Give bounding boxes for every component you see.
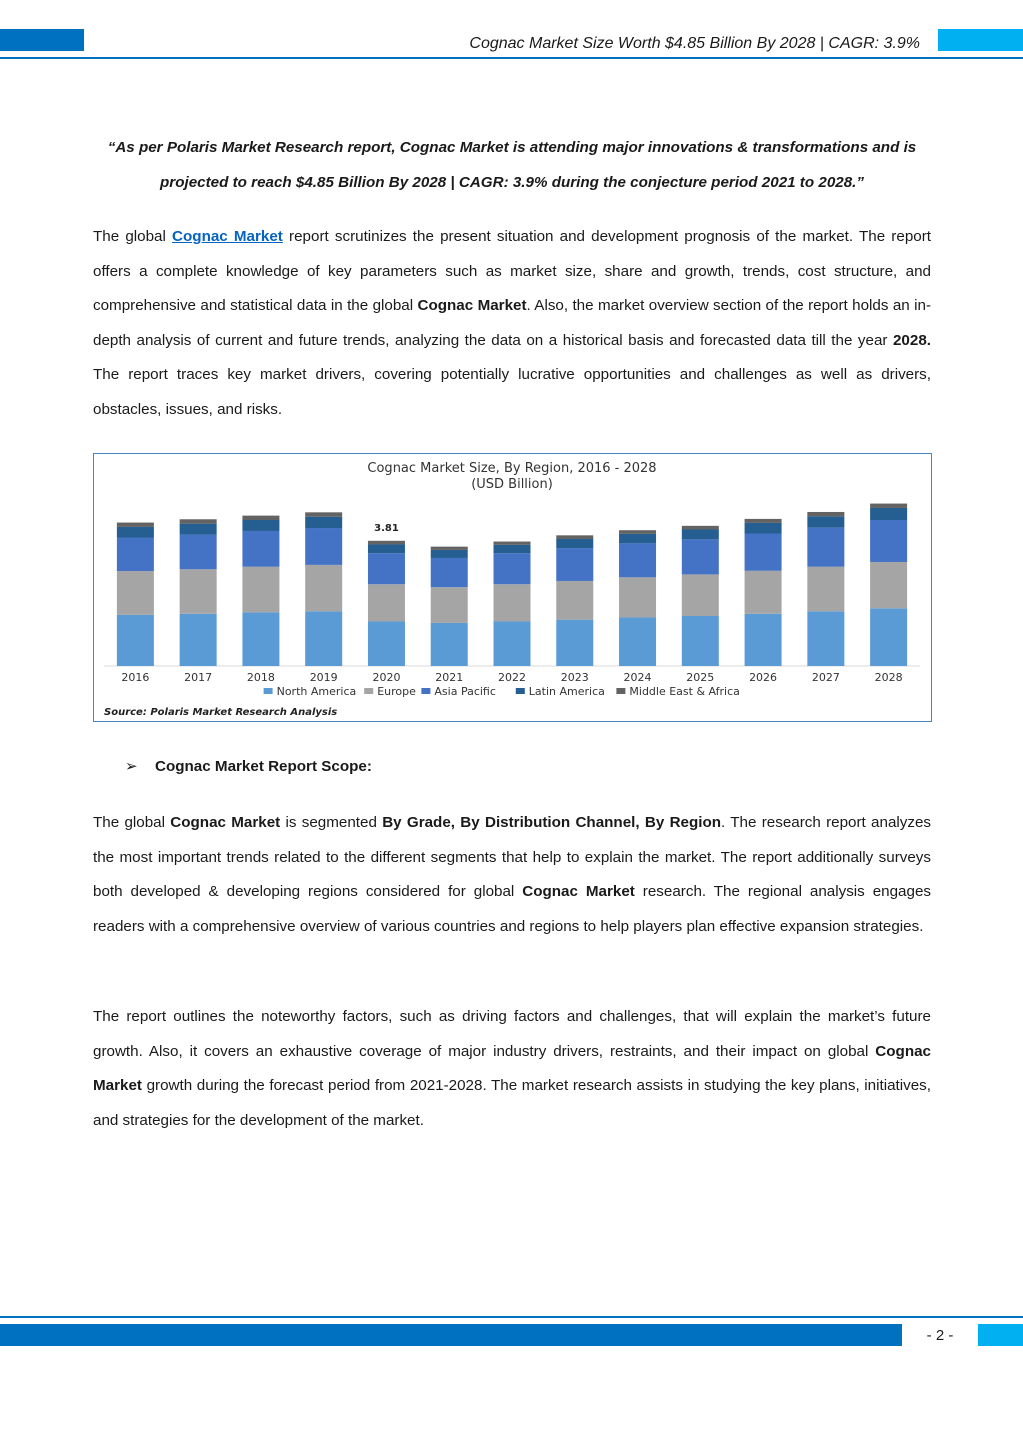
bar-2023-2 — [556, 548, 593, 581]
page-number: - 2 - — [926, 1327, 954, 1344]
bar-2019-4 — [305, 512, 342, 516]
intro-bold-year: 2028. — [892, 331, 931, 349]
footer-accent-right — [978, 1324, 1023, 1346]
legend-swatch-4 — [616, 688, 625, 694]
bar-2027-1 — [807, 567, 844, 612]
x-tick-label-2028: 2028 — [874, 671, 903, 684]
bar-2017-0 — [180, 614, 217, 666]
scope-bold-segments: By Grade, By Distribution Channel, By Region — [382, 814, 722, 831]
arrow-bullet-icon: ➢ — [125, 758, 138, 775]
bar-2028-1 — [870, 562, 907, 608]
header-accent-right — [938, 29, 1023, 51]
footer-band — [0, 1324, 902, 1346]
footer-rule — [0, 1316, 1023, 1318]
bar-2023-0 — [556, 620, 593, 666]
bar-2025-0 — [682, 616, 719, 666]
data-label-2020: 3.81 — [374, 522, 399, 534]
scope-text-b: . The research report analyzes the most important trends related to the different segments that help to explain the market. The report additionally surveys both developed & developing regions considered for global — [93, 814, 931, 901]
bar-2018-2 — [242, 531, 279, 567]
market-size-chart — [93, 453, 932, 722]
bar-2026-4 — [745, 519, 782, 523]
x-tick-label-2022: 2022 — [498, 671, 526, 684]
bar-2018-1 — [242, 567, 279, 613]
bar-2025-3 — [682, 529, 719, 539]
legend-swatch-1 — [364, 688, 373, 694]
bar-2028-4 — [870, 504, 907, 508]
bar-2027-2 — [807, 528, 844, 567]
bar-2022-4 — [494, 542, 531, 545]
legend-swatch-3 — [516, 688, 525, 694]
bar-2027-4 — [807, 512, 844, 516]
bar-2027-3 — [807, 516, 844, 527]
bar-2019-1 — [305, 565, 342, 611]
scope-heading-text: Cognac Market Report Scope: — [155, 758, 372, 775]
x-tick-label-2019: 2019 — [309, 671, 338, 684]
legend-swatch-0 — [264, 688, 273, 694]
intro-text-b: . Also, the market overview section of the report holds an in-depth analysis of current and future trends, analyzing the data on a historical basis and forecasted data till the year — [93, 297, 932, 349]
bar-2026-2 — [745, 534, 782, 571]
legend-swatch-2 — [421, 688, 430, 694]
scope-heading — [125, 757, 372, 775]
scope-text-c: research. The regional analysis engages readers with a comprehensive overview of various countries and regions to help players plan effective expansion strategies. — [93, 883, 931, 935]
bar-2028-0 — [870, 608, 907, 666]
bar-2022-2 — [494, 553, 531, 584]
bar-2023-3 — [556, 539, 593, 548]
scope-paragraph-1 — [93, 806, 931, 944]
cognac-market-link[interactable]: Cognac Market — [172, 228, 283, 245]
legend-label-0: North America — [276, 685, 357, 698]
bar-2021-1 — [431, 587, 468, 623]
bar-2022-3 — [494, 545, 531, 553]
intro-paragraph — [93, 220, 931, 428]
bar-2016-4 — [117, 523, 154, 527]
x-tick-label-2025: 2025 — [686, 671, 715, 684]
bar-2018-3 — [242, 520, 279, 531]
legend-label-2: Asia Pacific — [434, 685, 496, 698]
bar-2023-4 — [556, 535, 593, 539]
bar-2021-3 — [431, 550, 468, 558]
chart-svg — [94, 454, 930, 720]
bar-2017-3 — [180, 524, 217, 535]
scope-bold-market: Cognac Market — [170, 814, 281, 831]
x-tick-label-2023: 2023 — [560, 671, 589, 684]
scope-bold-market-2: Cognac Market — [522, 883, 635, 901]
intro-text-a: report scrutinizes the present situation and development prognosis of the market. The report offers a complete knowledge of key parameters such as market size, share and growth, trends, cost structure, and comprehensive and statistical data in the global — [93, 228, 931, 315]
bar-2016-1 — [117, 571, 154, 615]
bar-2025-1 — [682, 574, 719, 616]
bar-2016-0 — [117, 615, 154, 666]
bar-2026-0 — [745, 614, 782, 666]
bar-2018-4 — [242, 516, 279, 520]
chart-title: Cognac Market Size, By Region, 2016 - 2028 — [367, 461, 657, 476]
bar-2019-3 — [305, 517, 342, 528]
bar-2025-4 — [682, 526, 719, 530]
intro-text-start: The global — [93, 228, 173, 245]
bar-2028-2 — [870, 520, 907, 562]
x-tick-label-2026: 2026 — [749, 671, 778, 684]
bar-2021-0 — [431, 623, 468, 666]
bar-2027-0 — [807, 611, 844, 666]
x-tick-label-2021: 2021 — [435, 671, 464, 684]
bar-2019-2 — [305, 528, 342, 565]
bar-2020-0 — [368, 621, 405, 666]
intro-quote: “As per Polaris Market Research report, Cognac Market is attending major innovations & transformations and is projected to reach $4.85 Billion By 2028 | CAGR: 3.9% during the conjecture period 2021 to 2028.” — [107, 139, 917, 191]
header-title: Cognac Market Size Worth $4.85 Billion By 2028 | CAGR: 3.9% — [469, 35, 920, 52]
bar-2028-3 — [870, 508, 907, 520]
bar-2023-1 — [556, 581, 593, 620]
bar-2024-0 — [619, 617, 656, 666]
bar-2021-2 — [431, 558, 468, 587]
bar-2020-1 — [368, 584, 405, 621]
x-tick-label-2024: 2024 — [623, 671, 652, 684]
bar-2022-1 — [494, 584, 531, 621]
scope-paragraph-2 — [93, 1000, 931, 1138]
bar-2017-2 — [180, 535, 217, 570]
legend-label-3: Latin America — [528, 685, 605, 698]
intro-text-c: The report traces key market drivers, covering potentially lucrative opportunities and challenges as well as drivers, obstacles, issues, and risks. — [93, 366, 931, 418]
bar-2020-2 — [368, 553, 405, 584]
bar-2020-3 — [368, 544, 405, 553]
scope-p3-start: The report outlines the noteworthy factors, such as driving factors and challenges, that will explain the market’s future growth. Also, it covers an exhaustive coverage of major industry drivers, restraints, and their impact on global — [93, 1008, 931, 1060]
bar-2024-2 — [619, 543, 656, 577]
scope-text-a: is segmented — [280, 814, 383, 831]
bar-2026-1 — [745, 571, 782, 614]
header-accent-left — [0, 29, 84, 51]
bar-2025-2 — [682, 539, 719, 574]
chart-subtitle: (USD Billion) — [471, 477, 553, 492]
x-tick-label-2018: 2018 — [246, 671, 275, 684]
scope-bold-market-3: Cognac Market — [93, 1042, 931, 1095]
bar-2017-1 — [180, 569, 217, 614]
bar-2016-2 — [117, 538, 154, 572]
scope-p3-b: growth during the forecast period from 2021-2028. The market research assists in studying the key plans, initiatives, and strategies for the development of the market. — [93, 1077, 931, 1129]
legend-label-1: Europe — [377, 685, 416, 698]
bar-2021-4 — [431, 547, 468, 550]
x-tick-label-2016: 2016 — [121, 671, 150, 684]
x-tick-label-2017: 2017 — [184, 671, 213, 684]
bar-2019-0 — [305, 611, 342, 666]
bar-2024-1 — [619, 577, 656, 617]
bar-2018-0 — [242, 612, 279, 666]
legend-label-4: Middle East & Africa — [629, 685, 740, 698]
x-tick-label-2027: 2027 — [811, 671, 840, 684]
bar-2024-3 — [619, 534, 656, 543]
bar-2024-4 — [619, 530, 656, 534]
header-rule — [0, 57, 1023, 59]
bar-2022-0 — [494, 621, 531, 666]
bar-2026-3 — [745, 523, 782, 534]
scope-text-start: The global — [93, 814, 171, 831]
chart-source: Source: Polaris Market Research Analysis — [104, 707, 338, 718]
x-tick-label-2020: 2020 — [372, 671, 401, 684]
bar-2020-4 — [368, 541, 405, 545]
intro-bold-market: Cognac Market — [417, 297, 527, 315]
bar-2016-3 — [117, 527, 154, 538]
bar-2017-4 — [180, 519, 217, 523]
